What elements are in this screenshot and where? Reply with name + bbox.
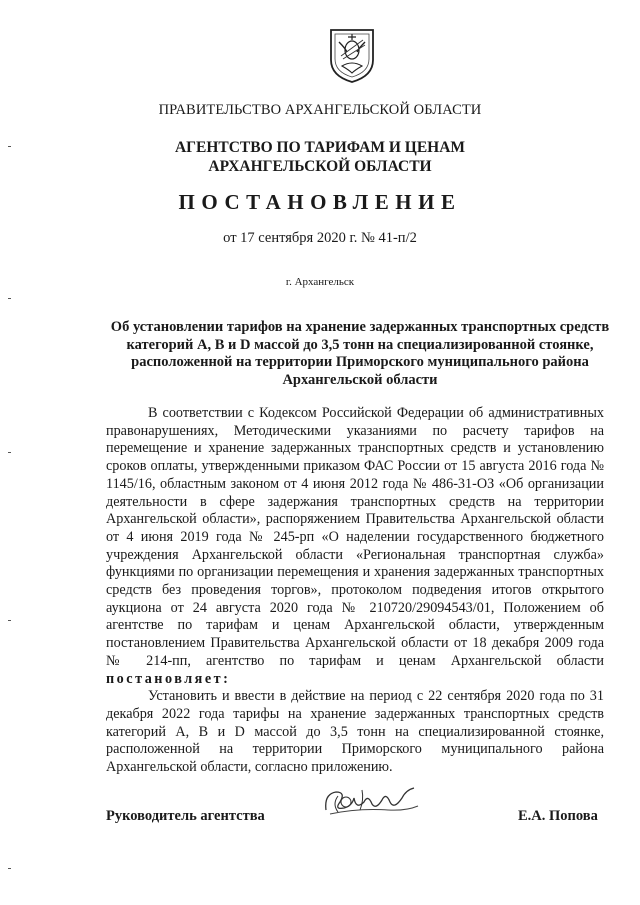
document-title: Об установлении тарифов на хранение задержанных транспортных средств категорий A, B и D массой до 3,5 тонн на специализированной стоянке, расположенной на территории Приморского муниципального района Архангельской области	[110, 319, 610, 388]
document-city: г. Архангельск	[285, 276, 355, 288]
agency-name	[0, 138, 640, 176]
signatory-title: Руководитель агентства	[106, 808, 265, 824]
document-type: ПОСТАНОВЛЕНИЕ	[178, 190, 462, 214]
margin-mark	[8, 620, 11, 621]
government-name: ПРАВИТЕЛЬСТВО АРХАНГЕЛЬСКОЙ ОБЛАСТИ	[158, 102, 482, 118]
body-paragraph-1	[106, 405, 604, 688]
margin-mark	[8, 452, 11, 453]
signatory-name: Е.А. Попова	[518, 808, 598, 824]
margin-mark	[8, 868, 11, 869]
document-date-number: от 17 сентября 2020 г. № 41-п/2	[223, 230, 417, 246]
body-paragraph-2: Установить и ввести в действие на период с 22 сентября 2020 года по 31 декабря 2022 года тарифы на хранение задержанных транспортных средств категорий A, B и D массой до 3,5 тонн на специализированной стоянке, расположенной на территории Приморского муниципального района Архангельской области, согласно приложению.	[106, 688, 604, 776]
decree-word: постановляет:	[106, 670, 231, 687]
coat-of-arms-icon	[327, 26, 377, 84]
margin-mark	[8, 298, 11, 299]
agency-name-line1: АГЕНТСТВО ПО ТАРИФАМ И ЦЕНАМ	[174, 139, 466, 156]
paragraph-1-text: В соответствии с Кодексом Российской Федерации об административных правонарушениях, Методическими указаниями по расчету тарифов на перемещение и хранение задержанных транспортных средств и установлению сроков оплаты, утвержденными приказом ФАС России от 15 августа 2016 года № 1145/16, областным законом от 4 июня 2012 года № 486-31-ОЗ «Об организации деятельности в сфере задержания транспортных средств на территории Архангельской области», распоряжением Правительства Архангельской области от 4 июня 2019 года № 245-рп «О наделении государственного бюджетного учреждения Архангельской области «Региональная транспортная служба» функциями по организации перемещения и хранения задержанных транспортных средств без проведения торгов», протоколом подведения итогов открытого аукциона от 24 августа 2020 года № 210720/29094543/01, Положением об агентстве по тарифам и ценам Архангельской области, утвержденным постановлением Правительства Архангельской области от 18 декабря 2009 года № 214-пп, агентство по тарифам и ценам Архангельской области	[106, 405, 604, 669]
document-body	[106, 405, 604, 777]
agency-name-line2: АРХАНГЕЛЬСКОЙ ОБЛАСТИ	[208, 158, 432, 175]
handwritten-signature-icon	[318, 780, 426, 824]
